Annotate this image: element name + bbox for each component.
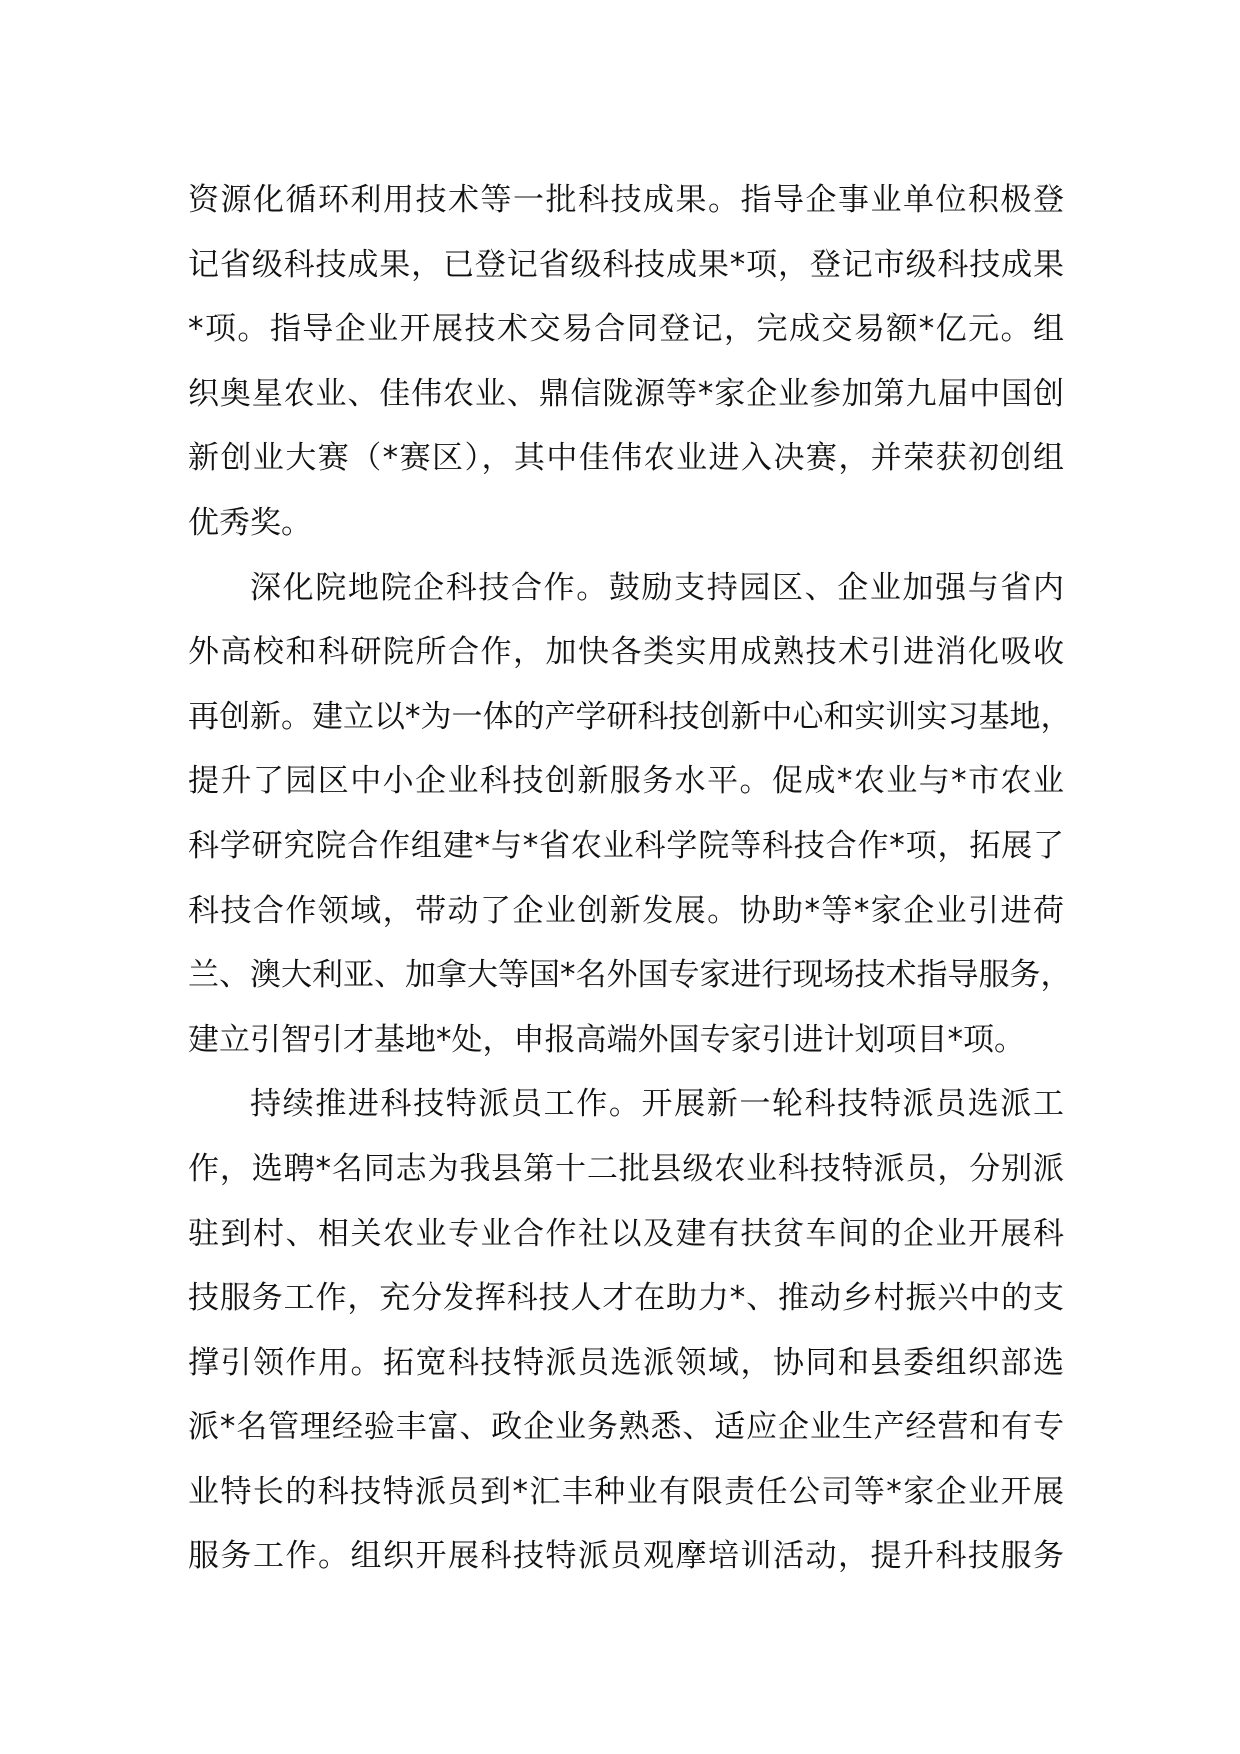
text-line: 织奥星农业、佳伟农业、鼎信陇源等*家企业参加第九届中国创: [188, 375, 1064, 412]
text-line: 派*名管理经验丰富、政企业务熟悉、适应企业生产经营和有专: [188, 1409, 1064, 1446]
text-line: 新创业大赛（*赛区），其中佳伟农业进入决赛，并荣获初创组: [188, 440, 1064, 477]
text-line: *项。指导企业开展技术交易合同登记，完成交易额*亿元。组: [188, 311, 1064, 348]
paragraph-start-line: 深化院地院企科技合作。鼓励支持园区、企业加强与省内: [250, 569, 1064, 606]
paragraph-start-line: 持续推进科技特派员工作。开展新一轮科技特派员选派工: [250, 1086, 1064, 1123]
text-line: 优秀奖。: [188, 504, 312, 541]
text-line: 技服务工作，充分发挥科技人才在助力*、推动乡村振兴中的支: [188, 1280, 1064, 1317]
text-line: 驻到村、相关农业专业合作社以及建有扶贫车间的企业开展科: [188, 1215, 1064, 1252]
text-line: 资源化循环利用技术等一批科技成果。指导企事业单位积极登: [188, 182, 1064, 218]
text-line: 记省级科技成果，已登记省级科技成果*项，登记市级科技成果: [188, 246, 1064, 283]
text-line: 兰、澳大利亚、加拿大等国*名外国专家进行现场技术指导服务，: [188, 957, 1072, 994]
text-line: 建立引智引才基地*处，申报高端外国专家引进计划项目*项。: [188, 1021, 1025, 1058]
text-line: 作，选聘*名同志为我县第十二批县级农业科技特派员，分别派: [188, 1150, 1064, 1187]
text-line: 科学研究院合作组建*与*省农业科学院等科技合作*项，拓展了: [188, 827, 1064, 864]
text-line: 业特长的科技特派员到*汇丰种业有限责任公司等*家企业开展: [188, 1473, 1064, 1510]
body-text: [188, 168, 1072, 1589]
text-line: 提升了园区中小企业科技创新服务水平。促成*农业与*市农业: [188, 763, 1064, 800]
text-line: 撑引领作用。拓宽科技特派员选派领域，协同和县委组织部选: [188, 1344, 1064, 1381]
text-line: 再创新。建立以*为一体的产学研科技创新中心和实训实习基地，: [188, 698, 1072, 735]
text-line: 科技合作领域，带动了企业创新发展。协助*等*家企业引进荷: [188, 892, 1064, 929]
text-line: 服务工作。组织开展科技特派员观摩培训活动，提升科技服务: [188, 1538, 1064, 1575]
text-line: 外高校和科研院所合作，加快各类实用成熟技术引进消化吸收: [188, 634, 1064, 671]
